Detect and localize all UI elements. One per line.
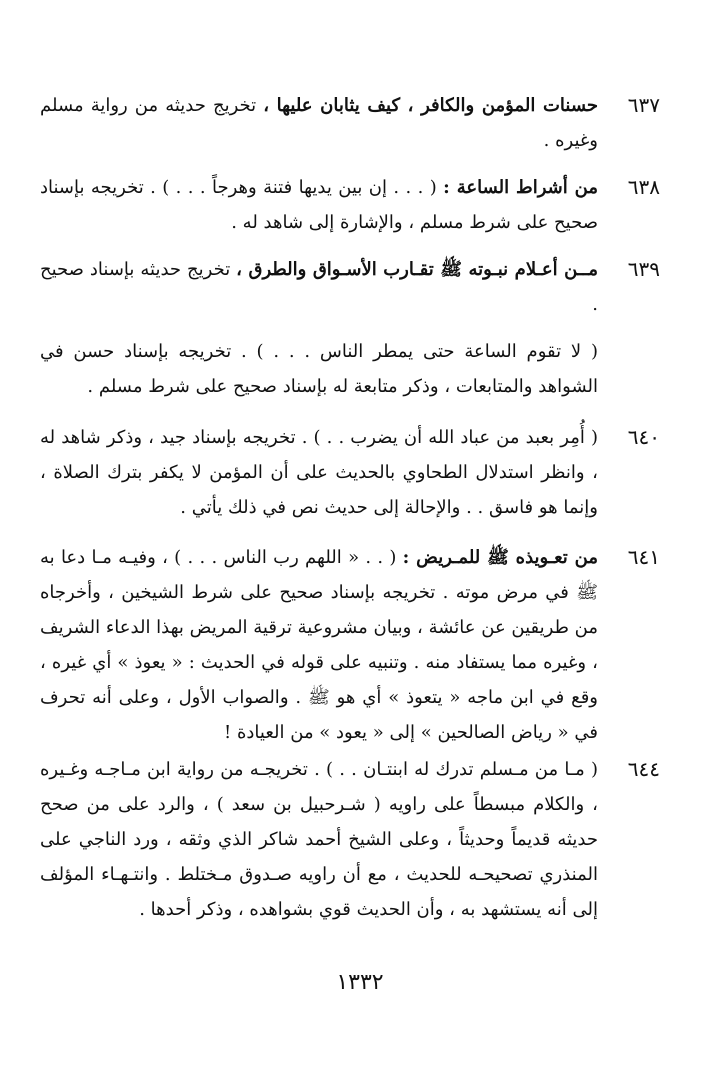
entry-text: تخريج حديثه بإسناد صحيح .: [40, 259, 598, 315]
entry-text: ( لا تقوم الساعة حتى يمطر الناس . . . ) . تخريجه بإسناد حسن في الشواهد والمتابعات ، وذكر متابعة له بإسناد صحيح على شرط مسلم .: [40, 341, 598, 397]
entry-640: [40, 420, 660, 525]
entry-title: مــن أعـلام نبـوته ﷺ تقـارب الأسـواق والطرق ،: [236, 259, 598, 280]
entry-number: ٦٣٧: [627, 93, 660, 117]
entry-number: [598, 334, 660, 404]
entry-text: ( مـا من مـسلم تدرك له ابنتـان . . ) . تخريجـه من رواية ابن مـاجـه وغـيره ، والكلام مبسطاً على راويه ( شـرحبيل بن سعد ) ، والرد على من صحح حديثه قديماً وحديثاً ، وعلى الشيخ أحمد شاكر الذي وثقه ، ورد الناجي على المنذري تصحيحـه للحديث ، مع أن راويه صـدوق مـختلط . وانتـهـاء المؤلف إلى أنه يستشهد به ، وأن الحديث قوي بشواهده ، وذكر أحدها .: [40, 759, 598, 920]
entry-639-continued: [40, 334, 660, 404]
entry-number: ٦٣٩: [627, 257, 660, 281]
page-number: ١٣٣٢: [336, 970, 384, 995]
entry-637: [40, 88, 660, 158]
entry-body: [40, 252, 598, 322]
entry-text: تخريج حديثه من رواية مسلم وغيره .: [40, 95, 598, 151]
entry-number: ٦٤٤: [627, 757, 660, 781]
entry-body: [40, 170, 598, 240]
entry-title: حسنات المؤمن والكافر ، كيف يثابان عليها ،: [263, 95, 599, 116]
entry-text: ( أُمِر بعبد من عباد الله أن يضرب . . ) . تخريجه بإسناد جيد ، وذكر شاهد له ، وانظر استدلال الطحاوي بالحديث على أن المؤمن لا يكفر بترك الصلاة ، وإنما هو فاسق . . والإحالة إلى حديث نص في ذلك يأتي .: [40, 427, 598, 518]
entry-body: [40, 752, 598, 927]
entry-body: [40, 540, 598, 750]
entry-639: [40, 252, 660, 322]
entry-body: [40, 420, 598, 525]
entry-number: ٦٤١: [627, 545, 660, 569]
entry-644: [40, 752, 660, 927]
entry-title: من تعـويذه ﷺ للمـريض :: [402, 547, 598, 568]
entry-number: ٦٣٨: [627, 175, 660, 199]
entry-number: ٦٤٠: [627, 425, 660, 449]
entry-body: [40, 88, 598, 158]
entry-641: [40, 540, 660, 750]
entry-text: ( . . « اللهم رب الناس . . . ) ، وفيـه مـا دعا به ﷺ في مرض موته . تخريجه بإسناد صحيح على شرط الشيخين ، وأخرجاه من طريقين عن عائشة ، وبيان مشروعية ترقية المريض بهذا الدعاء الشريف ، وغيره مما يستفاد منه . وتنبيه على قوله في الحديث : « يعوذ » أي غيره ، وقع في ابن ماجه « يتعوذ » أي هو ﷺ . والصواب الأول ، وعلى أنه تحرف في « رياض الصالحين » إلى « يعود » من العيادة !: [40, 547, 598, 743]
entry-title: من أشراط الساعة :: [443, 177, 598, 198]
entry-body: [40, 334, 598, 404]
entry-text: ( . . . إن بين يديها فتنة وهرجاً . . . ) . تخريجه بإسناد صحيح على شرط مسلم ، والإشارة إلى شاهد له .: [40, 177, 598, 233]
entry-638: [40, 170, 660, 240]
